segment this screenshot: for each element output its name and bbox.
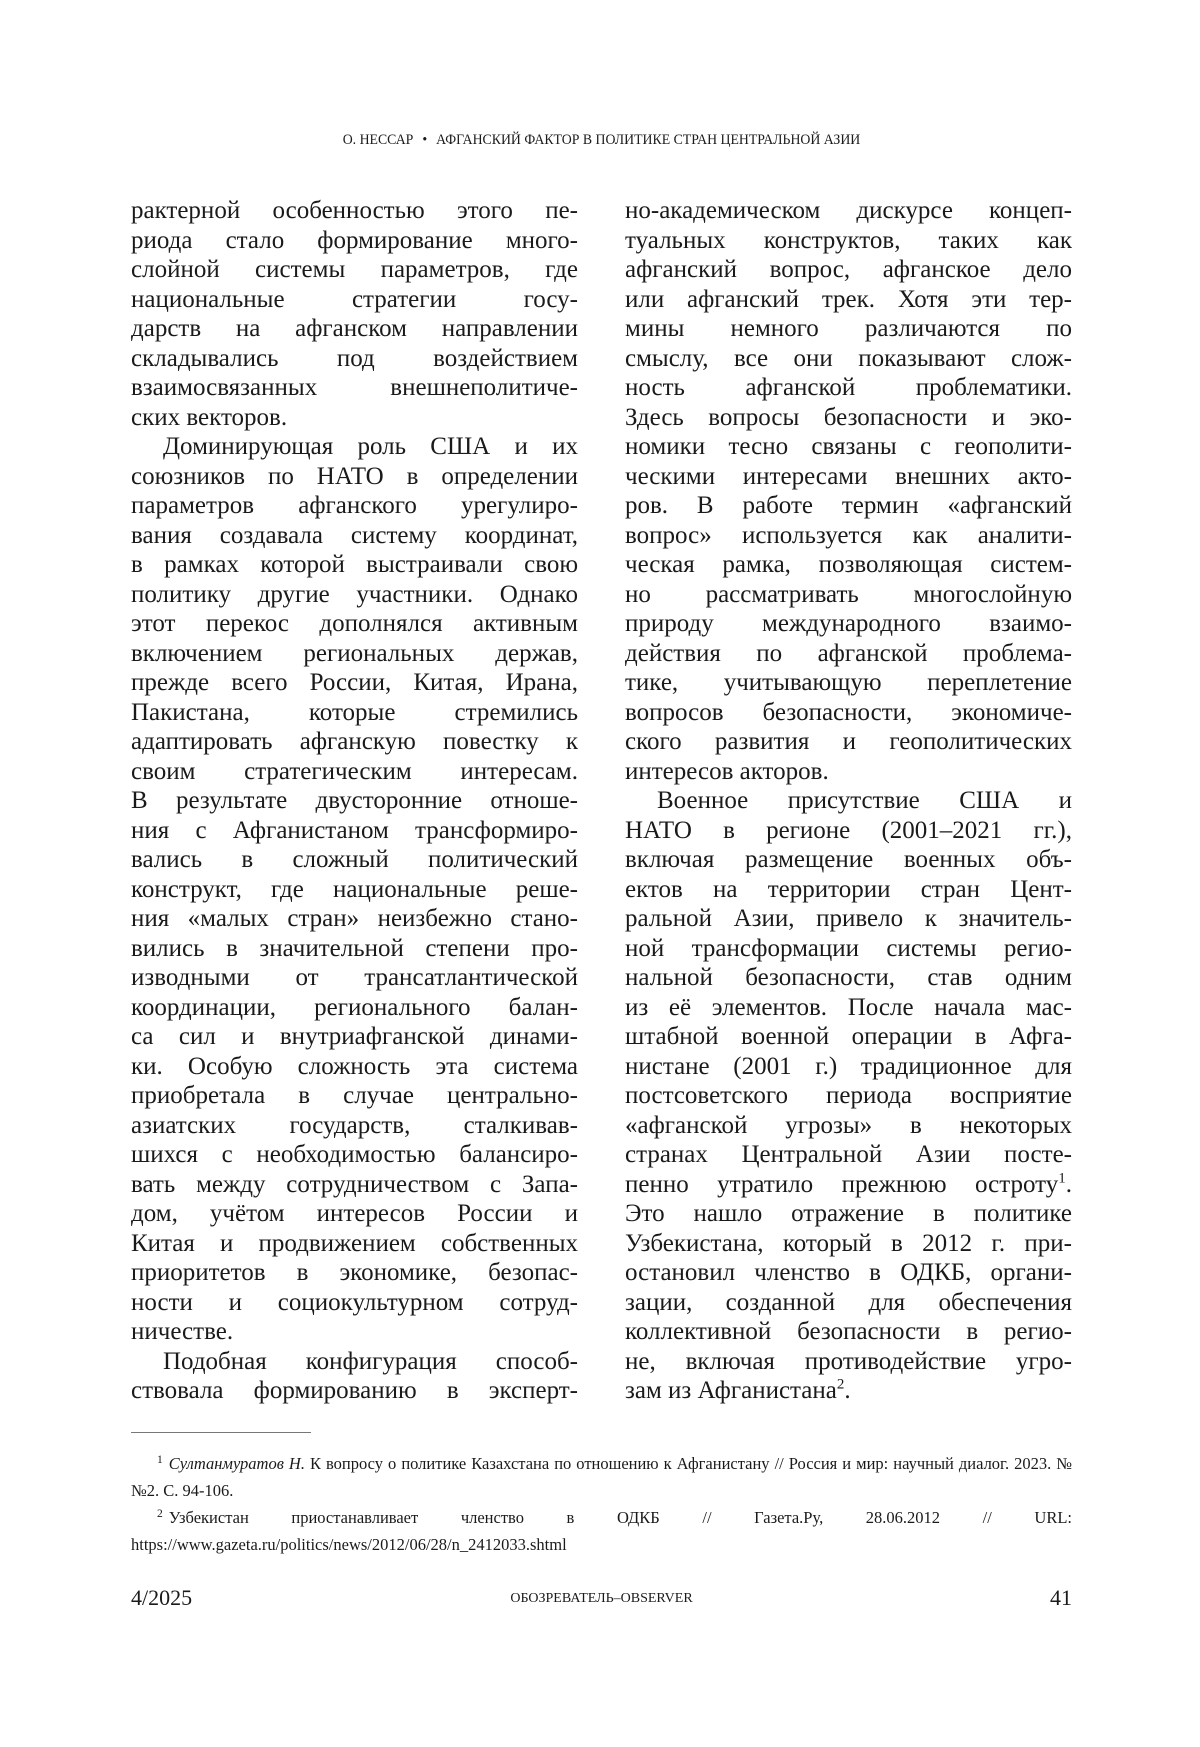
text-line: ности и социокультурном сотруд- [131, 1288, 578, 1318]
footnote-2 [131, 1504, 1072, 1558]
text-column-right [625, 196, 1072, 1406]
line-text: . [844, 1377, 850, 1404]
text-line: постсоветского периода восприятие [625, 1081, 1072, 1111]
line-text: зам из Афганистана [625, 1377, 837, 1404]
footnotes [131, 1450, 1072, 1558]
text-line: но-академическом дискурсе концеп- [625, 196, 1072, 226]
text-line: ров. В работе термин «афганский [625, 491, 1072, 521]
text-line: своим стратегическим интересам. [131, 757, 578, 787]
footnote-number: 2 [157, 1508, 163, 1520]
text-line: прежде всего России, Китая, Ирана, [131, 668, 578, 698]
text-line: интересов акторов. [625, 757, 1072, 787]
text-line: шихся с необходимостью балансиро- [131, 1140, 578, 1170]
text-line: ческими интересами внешних акто- [625, 462, 1072, 492]
text-line: тике, учитывающую переплетение [625, 668, 1072, 698]
text-line: вопрос» используется как аналити- [625, 521, 1072, 551]
footnote-author: Султанмуратов Н. [169, 1454, 305, 1473]
text-line: координации, регионального балан- [131, 993, 578, 1023]
text-line [625, 1376, 1072, 1406]
issue-number: 4/2025 [131, 1585, 192, 1611]
text-line: ских векторов. [131, 403, 578, 433]
text-line: действия по афганской проблема- [625, 639, 1072, 669]
footnote-number: 1 [157, 1454, 163, 1466]
text-line: зации, созданной для обеспечения [625, 1288, 1072, 1318]
bullet-separator: • [422, 132, 427, 148]
text-line: адаптировать афганскую повестку к [131, 727, 578, 757]
text-line: вились в значительной степени про- [131, 934, 578, 964]
text-line: дарств на афганском направлении [131, 314, 578, 344]
text-line: НАТО в регионе (2001–2021 гг.), [625, 816, 1072, 846]
text-line: ствовала формированию в эксперт- [131, 1376, 578, 1406]
text-line: приобретала в случае центрально- [131, 1081, 578, 1111]
text-line: вания создавала систему координат, [131, 521, 578, 551]
text-line: но рассматривать многослойную [625, 580, 1072, 610]
text-line: из её элементов. После начала мас- [625, 993, 1072, 1023]
text-line: странах Центральной Азии посте- [625, 1140, 1072, 1170]
text-line: приоритетов в экономике, безопас- [131, 1258, 578, 1288]
text-line: вались в сложный политический [131, 845, 578, 875]
text-line: ничестве. [131, 1317, 578, 1347]
footnote-separator [131, 1432, 311, 1433]
text-line: афганский вопрос, афганское дело [625, 255, 1072, 285]
text-line: этот перекос дополнялся активным [131, 609, 578, 639]
text-line: складывались под воздействием [131, 344, 578, 374]
text-line: ского развития и геополитических [625, 727, 1072, 757]
text-line: нистане (2001 г.) традиционное для [625, 1052, 1072, 1082]
text-line: номики тесно связаны с геополити- [625, 432, 1072, 462]
running-head-title: АФГАНСКИЙ ФАКТОР В ПОЛИТИКЕ СТРАН ЦЕНТРАЛЬНОЙ АЗИИ [436, 132, 860, 148]
text-line: Подобная конфигурация способ- [131, 1347, 578, 1377]
text-line: мины немного различаются по [625, 314, 1072, 344]
line-text: пенно утратило прежнюю остроту [625, 1171, 1058, 1198]
text-line: конструкт, где национальные реше- [131, 875, 578, 905]
text-line: са сил и внутриафганской динами- [131, 1022, 578, 1052]
text-line: слойной системы параметров, где [131, 255, 578, 285]
text-line: Пакистана, которые стремились [131, 698, 578, 728]
journal-name: ОБОЗРЕВАТЕЛЬ–OBSERVER [131, 1591, 1072, 1607]
page-number: 41 [1050, 1585, 1072, 1611]
text-line: включая размещение военных объ- [625, 845, 1072, 875]
text-line: дом, учётом интересов России и [131, 1199, 578, 1229]
text-line: ной трансформации системы регио- [625, 934, 1072, 964]
running-head [169, 132, 1035, 149]
footnote-1 [131, 1450, 1072, 1504]
text-column-left [131, 196, 578, 1406]
text-line: ральной Азии, привело к значитель- [625, 904, 1072, 934]
text-line: коллективной безопасности в регио- [625, 1317, 1072, 1347]
text-line: риода стало формирование много- [131, 226, 578, 256]
text-line: изводными от трансатлантической [131, 963, 578, 993]
text-line: ность афганской проблематики. [625, 373, 1072, 403]
text-line: политику другие участники. Однако [131, 580, 578, 610]
text-line: не, включая противодействие угро- [625, 1347, 1072, 1377]
text-line: взаимосвязанных внешнеполитиче- [131, 373, 578, 403]
text-line: Китая и продвижением собственных [131, 1229, 578, 1259]
text-line: ния «малых стран» неизбежно стано- [131, 904, 578, 934]
text-line: Здесь вопросы безопасности и эко- [625, 403, 1072, 433]
line-text: . [1066, 1171, 1072, 1198]
text-line: рактерной особенностью этого пе- [131, 196, 578, 226]
text-line [625, 1170, 1072, 1200]
text-line: остановил членство в ОДКБ, органи- [625, 1258, 1072, 1288]
text-line: в рамках которой выстраивали свою [131, 550, 578, 580]
text-line: Военное присутствие США и [625, 786, 1072, 816]
text-line: параметров афганского урегулиро- [131, 491, 578, 521]
text-line: союзников по НАТО в определении [131, 462, 578, 492]
text-line: Доминирующая роль США и их [131, 432, 578, 462]
text-line: нальной безопасности, став одним [625, 963, 1072, 993]
text-line: ки. Особую сложность эта система [131, 1052, 578, 1082]
text-line: смыслу, все они показывают слож- [625, 344, 1072, 374]
text-line: вать между сотрудничеством с Запа- [131, 1170, 578, 1200]
footnote-text: К вопросу о политике Казахстана по отношению к Афганистану // Россия и мир: научный диалог. 2023. № №2. С. 94-106. [131, 1454, 1072, 1500]
text-line: включением региональных держав, [131, 639, 578, 669]
text-line: ния с Афганистаном трансформиро- [131, 816, 578, 846]
text-line: штабной военной операции в Афга- [625, 1022, 1072, 1052]
text-line: Узбекистана, который в 2012 г. при- [625, 1229, 1072, 1259]
text-line: вопросов безопасности, экономиче- [625, 698, 1072, 728]
text-line: ектов на территории стран Цент- [625, 875, 1072, 905]
text-line: туальных конструктов, таких как [625, 226, 1072, 256]
text-line: «афганской угрозы» в некоторых [625, 1111, 1072, 1141]
text-line: национальные стратегии госу- [131, 285, 578, 315]
text-line: ческая рамка, позволяющая систем- [625, 550, 1072, 580]
footnote-reference[interactable]: 2 [837, 1377, 845, 1393]
text-line: азиатских государств, сталкивав- [131, 1111, 578, 1141]
text-line: природу международного взаимо- [625, 609, 1072, 639]
page-footer [131, 1585, 1072, 1615]
text-line: или афганский трек. Хотя эти тер- [625, 285, 1072, 315]
footnote-reference[interactable]: 1 [1058, 1170, 1066, 1186]
running-head-author: О. НЕССАР [343, 132, 414, 148]
footnote-text: Узбекистан приостанавливает членство в ОДКБ // Газета.Ру, 28.06.2012 // URL: https://www.gazeta.ru/politics/news/2012/06/28/n_2412033.shtml [131, 1508, 1072, 1554]
text-line: В результате двусторонние отноше- [131, 786, 578, 816]
text-line: Это нашло отражение в политике [625, 1199, 1072, 1229]
